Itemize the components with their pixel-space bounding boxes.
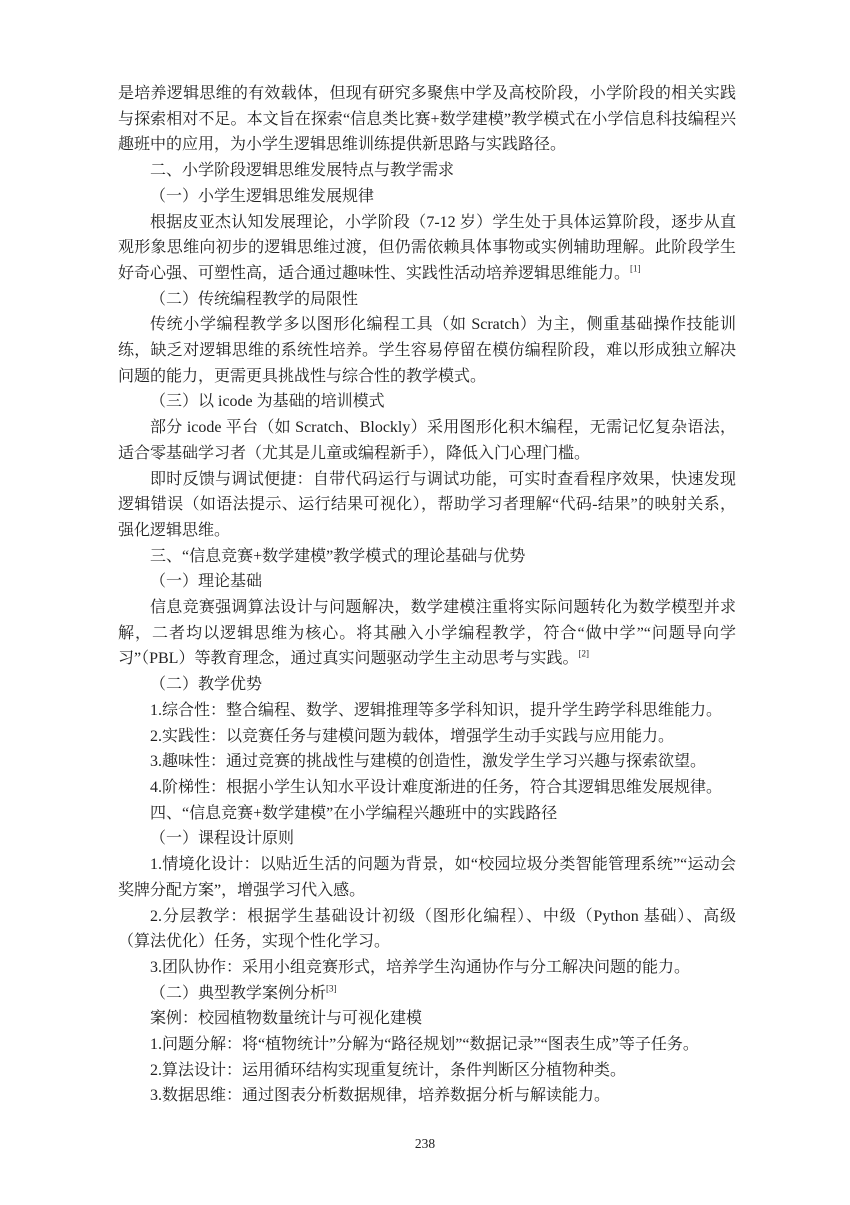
list-item — [118, 904, 736, 955]
section-heading — [118, 801, 736, 827]
subsection-heading — [118, 389, 736, 415]
paragraph — [118, 595, 736, 672]
paragraph-text: 信息竞赛强调算法设计与问题解决，数学建模注重将实际问题转化为数学模型并求解，二者均以逻辑思维为核心。将其融入小学编程教学，符合“做中学”“问题导向学习”（PBL）等教育理念，通过真实问题驱动学生主动思考与实践。 — [118, 599, 736, 668]
section-heading — [118, 158, 736, 184]
heading-text: （二）教学优势 — [150, 676, 263, 694]
paragraph-text: 是培养逻辑思维的有效载体，但现有研究多聚焦中学及高校阶段，小学阶段的相关实践与探索相对不足。本文旨在探索“信息类比赛+数学建模”教学模式在小学信息科技编程兴趣班中的应用，为小学生逻辑思维训练提供新思路与实践路径。 — [118, 85, 736, 154]
paragraph — [118, 415, 736, 466]
list-item — [118, 1058, 736, 1084]
subsection-heading — [118, 981, 736, 1007]
list-item-text: 3.数据思维：通过图表分析数据规律，培养数据分析与解读能力。 — [150, 1087, 611, 1105]
paragraph-text: 案例：校园植物数量统计与可视化建模 — [150, 1010, 423, 1028]
list-item-text: 2.算法设计：运用循环结构实现重复统计，条件判断区分植物种类。 — [150, 1061, 627, 1079]
subsection-heading — [118, 569, 736, 595]
footnote-ref: [2] — [578, 649, 589, 660]
heading-text: 二、小学阶段逻辑思维发展特点与教学需求 — [150, 162, 455, 180]
subsection-heading — [118, 826, 736, 852]
list-item — [118, 775, 736, 801]
paragraph-text: 传统小学编程教学多以图形化编程工具（如 Scratch）为主，侧重基础操作技能训练，缺乏对逻辑思维的系统性培养。学生容易停留在模仿编程阶段，难以形成独立解决问题的能力，更需更具挑战性与综合性的教学模式。 — [118, 316, 736, 385]
list-item — [118, 1083, 736, 1109]
heading-text: （一）课程设计原则 — [150, 830, 295, 848]
list-item — [118, 698, 736, 724]
document-body-text — [118, 81, 736, 1109]
list-item — [118, 724, 736, 750]
list-item-text: 1.问题分解：将“植物统计”分解为“路径规划”“数据记录”“图表生成”等子任务。 — [150, 1036, 699, 1054]
list-item — [118, 1032, 736, 1058]
list-item-text: 1.综合性：整合编程、数学、逻辑推理等多学科知识，提升学生跨学科思维能力。 — [150, 701, 723, 719]
paragraph — [118, 1006, 736, 1032]
list-item-text: 3.团队协作：采用小组竞赛形式，培养学生沟通协作与分工解决问题的能力。 — [150, 958, 691, 976]
paragraph — [118, 210, 736, 287]
list-item — [118, 749, 736, 775]
page-number: 238 — [414, 1136, 436, 1151]
paragraph-continuation — [118, 81, 736, 158]
heading-text: （二）典型教学案例分析 — [150, 984, 327, 1002]
subsection-heading — [118, 672, 736, 698]
subsection-heading — [118, 287, 736, 313]
list-item — [118, 852, 736, 903]
list-item-text: 2.实践性：以竞赛任务与建模问题为载体，增强学生动手实践与应用能力。 — [150, 727, 675, 745]
heading-text: （二）传统编程教学的局限性 — [150, 290, 359, 308]
list-item-text: 2.分层教学：根据学生基础设计初级（图形化编程）、中级（Python 基础）、高级（算法优化）任务，实现个性化学习。 — [118, 907, 736, 951]
paragraph — [118, 467, 736, 544]
paragraph-text: 即时反馈与调试便捷：自带代码运行与调试功能，可实时查看程序效果，快速发现逻辑错误（如语法提示、运行结果可视化），帮助学习者理解“代码-结果”的映射关系，强化逻辑思维。 — [118, 470, 736, 539]
list-item-text: 4.阶梯性：根据小学生认知水平设计难度渐进的任务，符合其逻辑思维发展规律。 — [150, 778, 723, 796]
footnote-ref: [1] — [630, 263, 641, 274]
list-item-text: 3.趣味性：通过竞赛的挑战性与建模的创造性，激发学生学习兴趣与探索欲望。 — [150, 753, 707, 771]
section-heading — [118, 544, 736, 570]
list-item-text: 1.情境化设计：以贴近生活的问题为背景，如“校园垃圾分类智能管理系统”“运动会奖牌分配方案”，增强学习代入感。 — [118, 856, 736, 899]
paragraph-text: 根据皮亚杰认知发展理论，小学阶段（7-12 岁）学生处于具体运算阶段，逐步从直观形象思维向初步的逻辑思维过渡，但仍需依赖具体事物或实例辅助理解。此阶段学生好奇心强、可塑性高，适合通过趣味性、实践性活动培养逻辑思维能力。 — [118, 213, 736, 282]
heading-text: （一）小学生逻辑思维发展规律 — [150, 187, 375, 205]
subsection-heading — [118, 184, 736, 210]
paragraph — [118, 312, 736, 389]
heading-text: （一）理论基础 — [150, 573, 263, 591]
paragraph-text: 部分 icode 平台（如 Scratch、Blockly）采用图形化积木编程，无需记忆复杂语法，适合零基础学习者（尤其是儿童或编程新手），降低入门心理门槛。 — [118, 419, 736, 462]
heading-text: （三）以 icode 为基础的培训模式 — [150, 393, 385, 411]
list-item — [118, 955, 736, 981]
heading-text: 三、“信息竞赛+数学建模”教学模式的理论基础与优势 — [150, 547, 526, 565]
footnote-ref: [3] — [326, 983, 337, 994]
heading-text: 四、“信息竞赛+数学建模”在小学编程兴趣班中的实践路径 — [150, 804, 558, 822]
